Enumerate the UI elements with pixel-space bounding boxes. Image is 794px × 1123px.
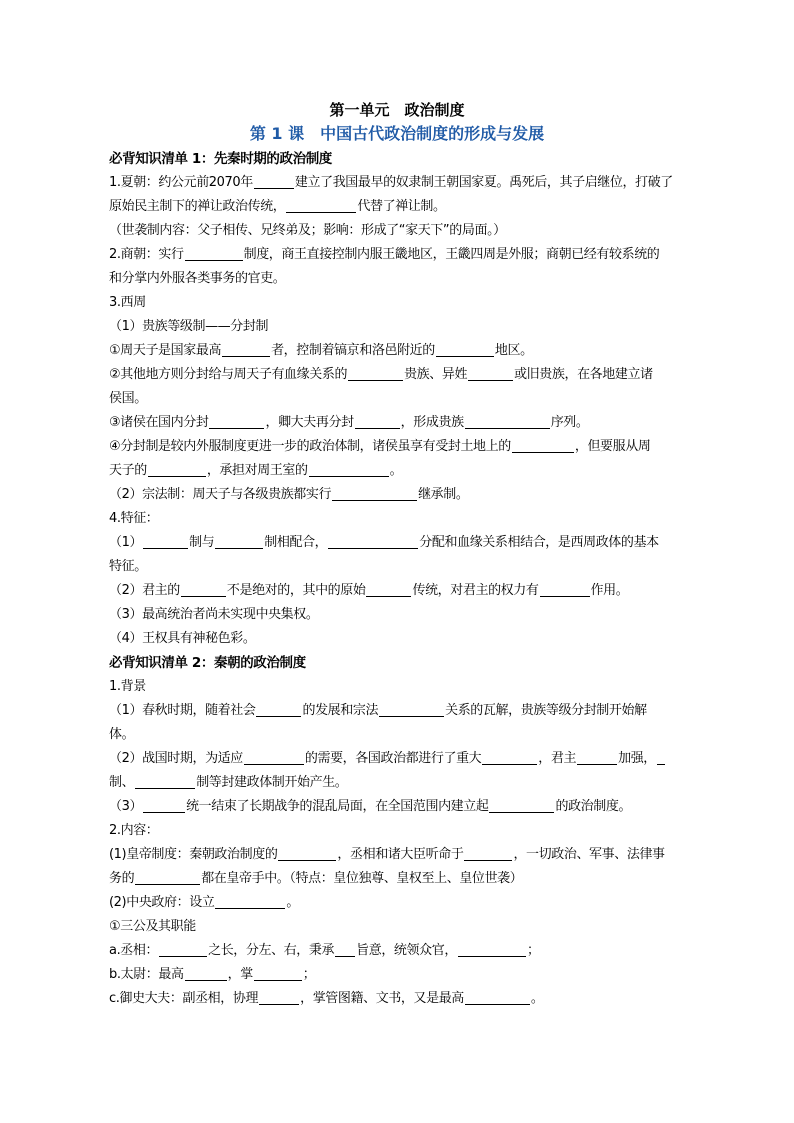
document-body	[109, 147, 699, 1011]
section-heading: 必背知识清单 2：秦朝的政治制度	[109, 655, 306, 671]
text-segment: c.御史大夫：副丞相，协理	[109, 991, 259, 1006]
text-segment: (2)中央政府：设立	[109, 895, 215, 910]
fill-in-blank[interactable]	[512, 437, 574, 453]
text-segment: 分配和血缘关系相结合，是西周政体的基本	[419, 535, 659, 550]
text-segment: ，丞相和诸大臣听命于	[337, 847, 464, 862]
text-segment: 传统，对君主的权力有	[412, 583, 539, 598]
text-line	[109, 243, 699, 267]
text-segment: 制、	[109, 775, 135, 790]
text-segment: ，形成贵族	[400, 415, 464, 430]
text-segment: （世袭制内容：父子相传、兄终弟及；影响：形成了“家天下”的局面。）	[109, 223, 506, 238]
fill-in-blank[interactable]	[222, 341, 270, 357]
fill-in-blank[interactable]	[468, 365, 513, 381]
text-segment: 2.商朝：实行	[109, 247, 184, 262]
text-segment: 。	[530, 991, 544, 1006]
text-line	[109, 627, 699, 651]
text-line	[109, 459, 699, 483]
fill-in-blank[interactable]	[489, 797, 554, 813]
text-line	[109, 171, 699, 195]
fill-in-blank[interactable]	[436, 341, 494, 357]
text-line	[109, 531, 699, 555]
text-segment: ，君主	[538, 751, 577, 766]
text-line	[109, 963, 699, 987]
text-segment: 2.内容：	[109, 823, 159, 838]
fill-in-blank[interactable]	[379, 701, 444, 717]
fill-in-blank[interactable]	[335, 941, 355, 957]
text-line	[109, 843, 699, 867]
fill-in-blank[interactable]	[215, 533, 263, 549]
text-segment: ①周天子是国家最高	[109, 343, 222, 358]
text-segment: 务的	[109, 871, 135, 886]
text-segment: 地区。	[494, 343, 533, 358]
text-line	[109, 579, 699, 603]
text-segment: 制相配合，	[264, 535, 328, 550]
fill-in-blank[interactable]	[143, 533, 188, 549]
fill-in-blank[interactable]	[328, 533, 418, 549]
text-segment: 代替了禅让制。	[357, 199, 446, 214]
text-segment: 3.西周	[109, 295, 146, 310]
text-line	[109, 867, 699, 891]
text-line	[109, 915, 699, 939]
text-segment: 。	[286, 895, 300, 910]
text-segment: (1)皇帝制度：秦朝政治制度的	[109, 847, 278, 862]
text-segment: 加强，	[618, 751, 656, 766]
text-segment: 制等封建政体制开始产生。	[196, 775, 348, 790]
text-line	[109, 363, 699, 387]
text-line	[109, 195, 699, 219]
text-segment: 之长，分左、右，秉承	[208, 943, 335, 958]
fill-in-blank[interactable]	[215, 893, 285, 909]
text-segment: 不是绝对的，其中的原始	[226, 583, 366, 598]
text-line	[109, 291, 699, 315]
fill-in-blank[interactable]	[254, 965, 302, 981]
text-segment: ③诸侯在国内分封	[109, 415, 209, 430]
fill-in-blank[interactable]	[135, 869, 200, 885]
text-line	[109, 747, 699, 771]
text-segment: （2）战国时期，为适应	[109, 751, 243, 766]
fill-in-blank[interactable]	[366, 581, 411, 597]
text-segment: 贵族、异姓	[404, 367, 468, 382]
fill-in-blank[interactable]	[209, 413, 264, 429]
fill-in-blank[interactable]	[143, 797, 185, 813]
text-segment: （2）宗法制：周天子与各级贵族都实行	[109, 487, 332, 502]
fill-in-blank[interactable]	[278, 845, 336, 861]
text-segment: ，一切政治、军事、法律事	[513, 847, 665, 862]
fill-in-blank[interactable]	[244, 749, 304, 765]
text-segment: 原始民主制下的禅让政治传统，	[109, 199, 286, 214]
fill-in-blank[interactable]	[465, 989, 530, 1005]
text-line	[109, 939, 699, 963]
text-segment: 关系的瓦解，贵族等级分封制开始解	[445, 703, 647, 718]
lesson-title: 第 1 课 中国古代政治制度的形成与发展	[249, 124, 545, 143]
text-line	[109, 891, 699, 915]
text-segment: 的需要，各国政治都进行了重大	[304, 751, 482, 766]
text-segment: （1）贵族等级制——分封制	[109, 319, 269, 334]
text-segment: ，但要服从周	[574, 439, 651, 454]
text-line	[109, 987, 699, 1011]
text-segment: 制与	[189, 535, 215, 550]
text-segment: 1.夏朝：约公元前2070年	[109, 175, 253, 190]
text-segment: （3）最高统治者尚未实现中央集权。	[109, 607, 319, 622]
text-line	[109, 555, 699, 579]
text-line	[109, 651, 699, 675]
text-segment: 旨意，统领众官，	[356, 943, 457, 958]
text-segment: 制度，商王直接控制内服王畿地区，王畿四周是外服；商朝已经有较系统的	[243, 247, 660, 262]
fill-in-blank[interactable]	[159, 941, 207, 957]
text-segment: （4）王权具有神秘色彩。	[109, 631, 256, 646]
fill-in-blank[interactable]	[256, 701, 301, 717]
text-line	[109, 723, 699, 747]
text-line	[109, 771, 699, 795]
text-segment: ，承担对周王室的	[206, 463, 308, 478]
text-line	[109, 387, 699, 411]
fill-in-blank[interactable]	[657, 749, 665, 765]
fill-in-blank[interactable]	[540, 581, 590, 597]
text-segment: （1）春秋时期，随着社会	[109, 703, 256, 718]
text-segment: 的政治制度。	[555, 799, 632, 814]
text-segment: （3）	[109, 799, 143, 814]
text-segment: 4.特征：	[109, 511, 159, 526]
text-segment: 侯国。	[109, 391, 147, 406]
text-segment: ①三公及其职能	[109, 919, 196, 934]
fill-in-blank[interactable]	[465, 413, 550, 429]
section-heading: 必背知识清单 1：先秦时期的政治制度	[109, 151, 332, 167]
text-segment: ；	[526, 943, 540, 958]
text-segment: ；	[302, 967, 316, 982]
text-segment: 天子的	[109, 463, 147, 478]
text-line	[109, 315, 699, 339]
fill-in-blank[interactable]	[577, 749, 617, 765]
fill-in-blank[interactable]	[135, 773, 195, 789]
text-segment: 者，控制着镐京和洛邑附近的	[271, 343, 435, 358]
text-segment: 建立了我国最早的奴隶制王朝国家夏。禹死后，其子启继位，打破了	[294, 175, 673, 190]
unit-title: 第一单元 政治制度	[329, 101, 465, 119]
text-line	[109, 819, 699, 843]
text-segment: 的发展和宗法	[302, 703, 379, 718]
fill-in-blank[interactable]	[286, 197, 356, 213]
text-line	[109, 795, 699, 819]
fill-in-blank[interactable]	[259, 989, 299, 1005]
text-segment: 1.背景	[109, 679, 146, 694]
text-line	[109, 435, 699, 459]
text-line	[109, 219, 699, 243]
text-segment: （1）	[109, 535, 143, 550]
fill-in-blank[interactable]	[185, 245, 243, 261]
text-segment: b.太尉：最高	[109, 967, 184, 982]
fill-in-blank[interactable]	[181, 581, 226, 597]
text-line	[109, 411, 699, 435]
text-segment: 或旧贵族，在各地建立诸	[514, 367, 653, 382]
fill-in-blank[interactable]	[464, 845, 512, 861]
fill-in-blank[interactable]	[355, 413, 400, 429]
fill-in-blank[interactable]	[309, 461, 389, 477]
text-segment: ②其他地方则分封给与周天子有血缘关系的	[109, 367, 348, 382]
fill-in-blank[interactable]	[348, 365, 403, 381]
fill-in-blank[interactable]	[148, 461, 206, 477]
text-segment: 继承制。	[418, 487, 469, 502]
text-segment: 都在皇帝手中。（特点：皇位独尊、皇权至上、皇位世袭）	[201, 871, 523, 886]
text-segment: 和分掌内外服各类事务的官吏。	[109, 271, 286, 286]
text-segment: 特征。	[109, 559, 147, 574]
text-line	[109, 603, 699, 627]
text-line	[109, 483, 699, 507]
text-segment: ，掌	[227, 967, 253, 982]
text-line	[109, 507, 699, 531]
fill-in-blank[interactable]	[332, 485, 417, 501]
text-segment: （2）君主的	[109, 583, 180, 598]
text-segment: 体。	[109, 727, 135, 742]
text-line	[109, 339, 699, 363]
fill-in-blank[interactable]	[254, 173, 294, 189]
text-line	[109, 699, 699, 723]
text-segment: 序列。	[550, 415, 589, 430]
text-line	[109, 675, 699, 699]
text-line	[109, 267, 699, 291]
fill-in-blank[interactable]	[185, 965, 227, 981]
text-segment: 统一结束了长期战争的混乱局面，在全国范围内建立起	[186, 799, 489, 814]
text-segment: 。	[389, 463, 403, 478]
text-line	[109, 147, 699, 171]
text-segment: 作用。	[590, 583, 629, 598]
text-segment: ④分封制是较内外服制度更进一步的政治体制，诸侯虽享有受封土地上的	[109, 439, 511, 454]
text-segment: ，掌管图籍、文书，又是最高	[300, 991, 464, 1006]
fill-in-blank[interactable]	[482, 749, 537, 765]
text-segment: a.丞相：	[109, 943, 159, 958]
text-segment: ，卿大夫再分封	[265, 415, 354, 430]
fill-in-blank[interactable]	[458, 941, 526, 957]
